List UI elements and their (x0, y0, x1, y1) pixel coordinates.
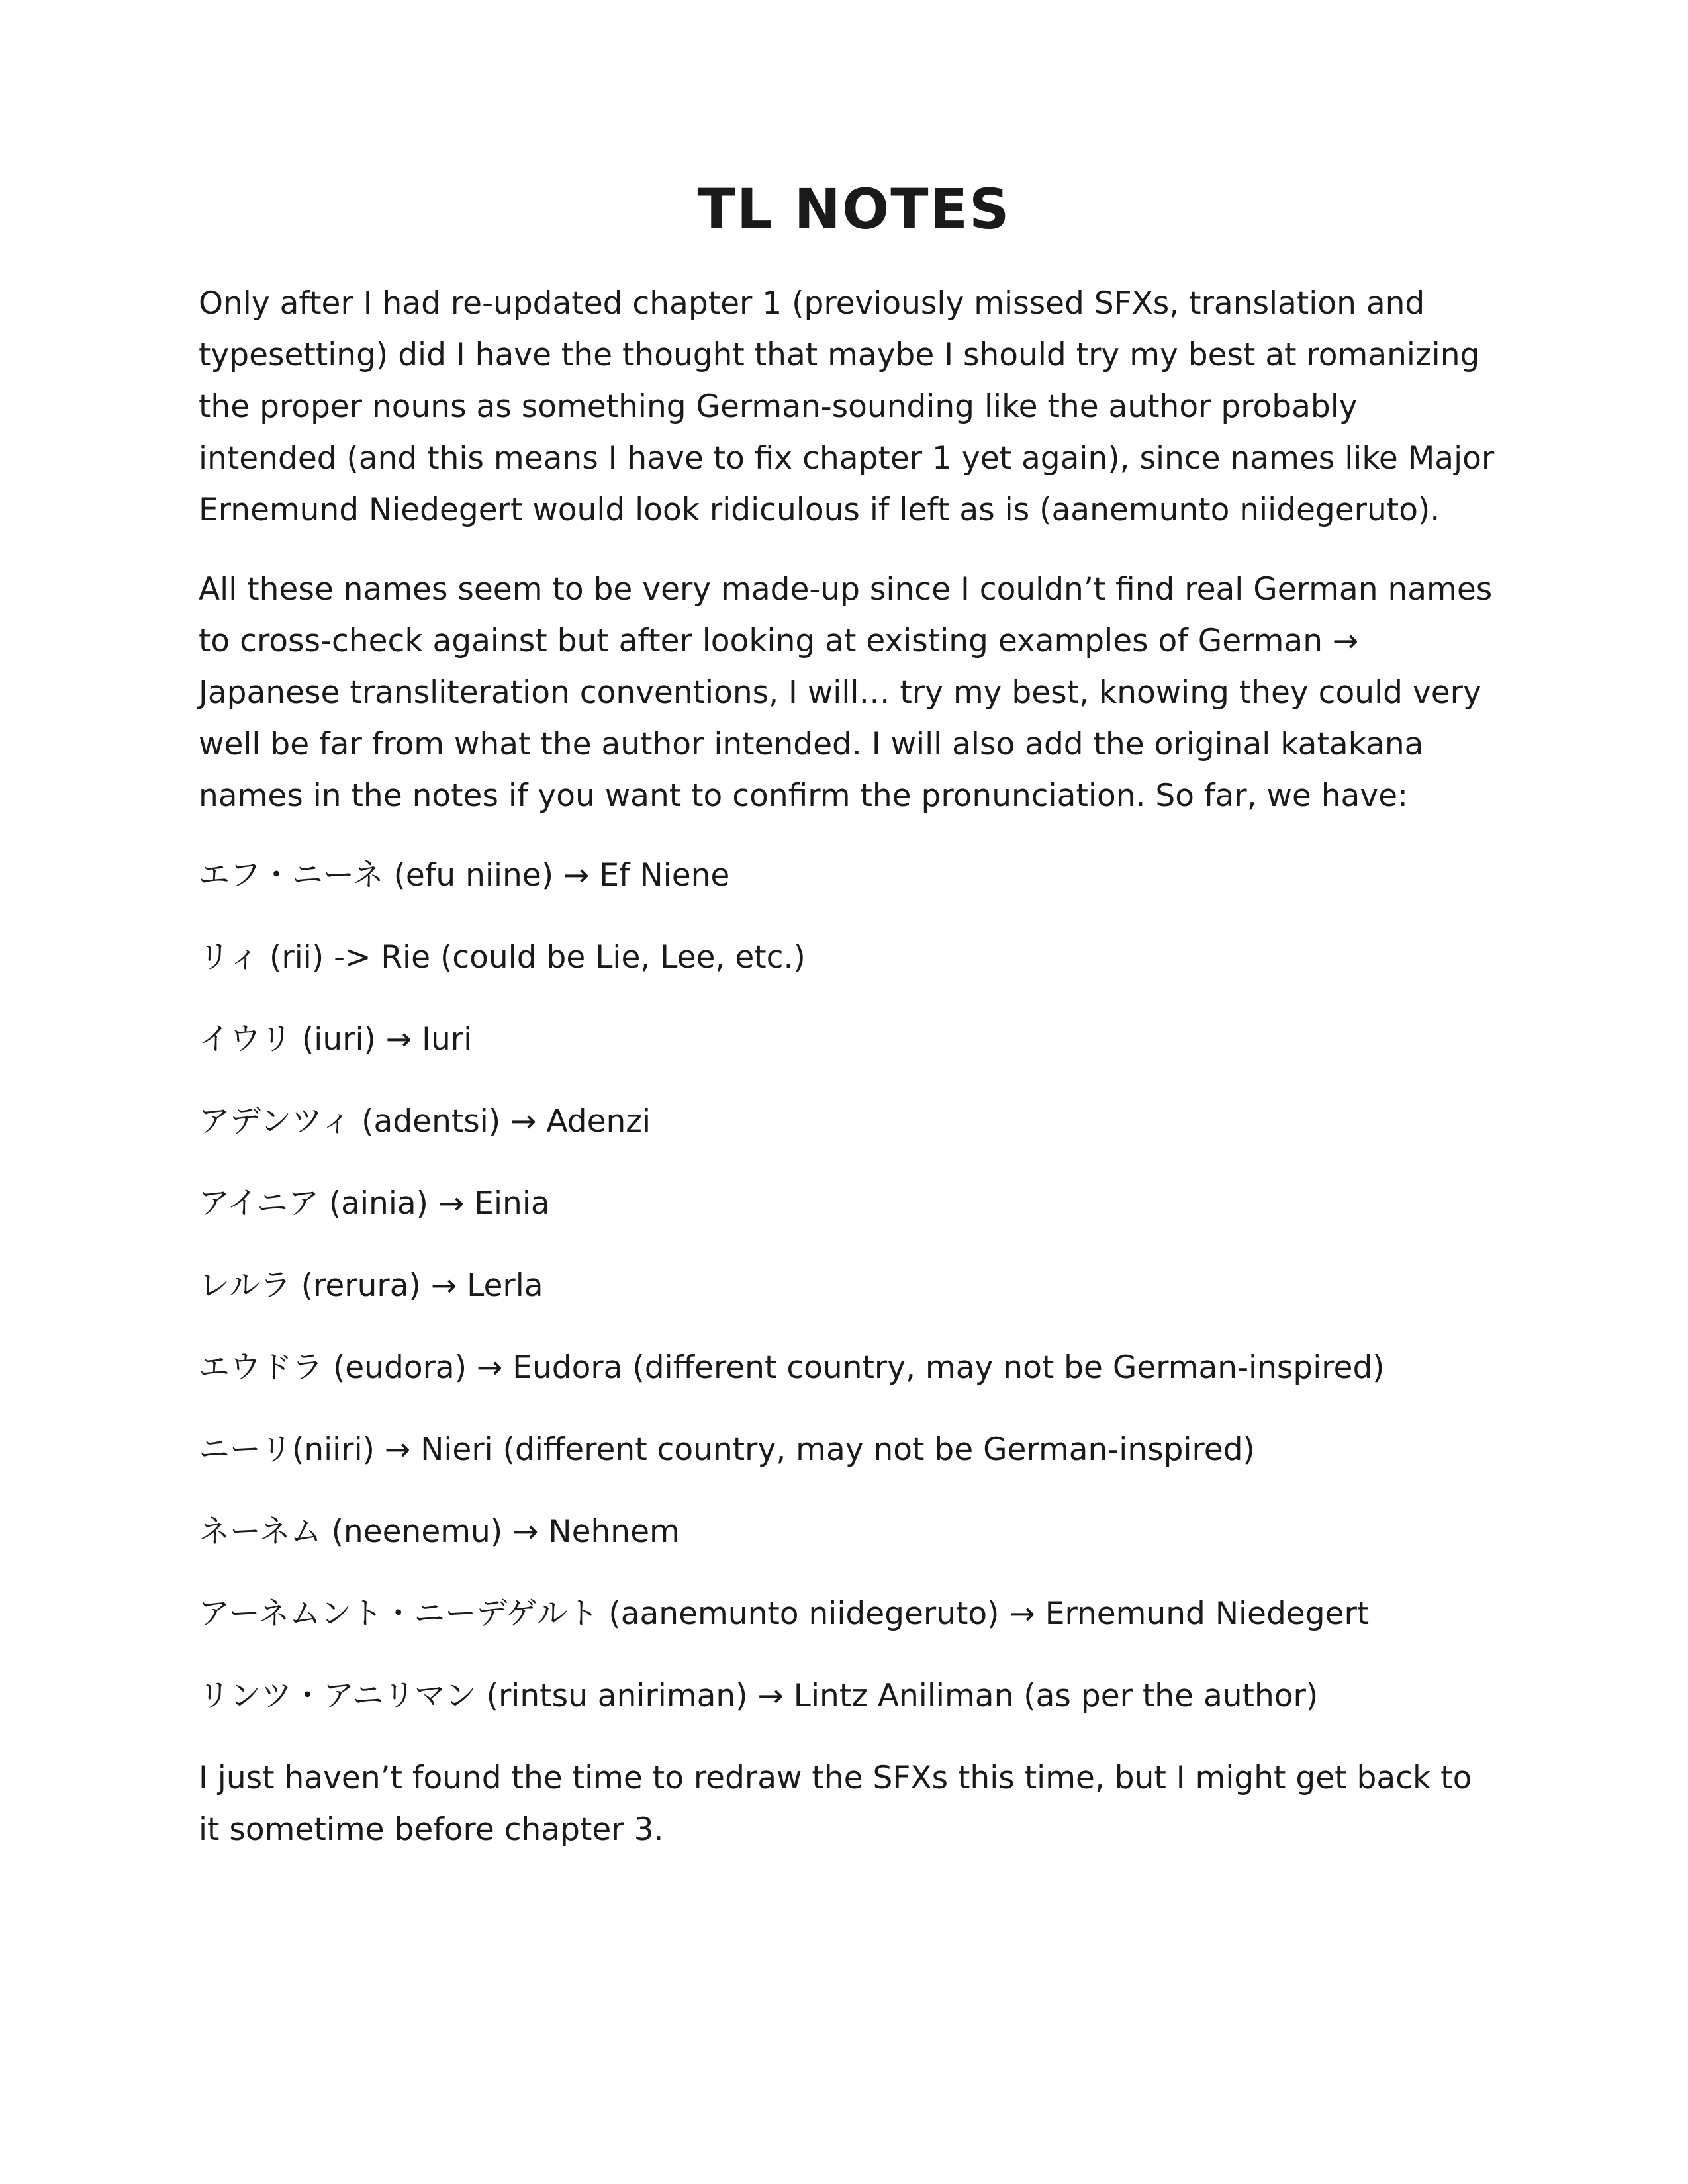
name-entry: アイニア (ainia) → Einia (199, 1185, 550, 1222)
page-title: TL NOTES (697, 177, 1011, 242)
name-entry: ネーネム (neenemu) → Nehnem (199, 1514, 680, 1551)
closing-paragraph: I just haven’t found the time to redraw the SFXs this time, but I might get back to it sometime before chapter 3. (199, 1760, 1472, 1848)
name-entry: リンツ・アニリマン (rintsu aniriman) → Lintz Aniliman (as per the author) (199, 1678, 1319, 1715)
intro-paragraph: Only after I had re-updated chapter 1 (previously missed SFXs, translation and typesetting) did I have the thought that maybe I should try my best at romanizing the proper nouns as something German-sounding like the author probably intended (and this means I have to fix chapter 1 yet again), since names like Major Ernemund Niedegert would look ridiculous if left as is (aanemunto niidegeruto). (199, 285, 1495, 529)
document-page (199, 179, 1496, 1856)
name-entry: レルラ (rerura) → Lerla (199, 1267, 543, 1304)
name-entry: アーネムント・ニーデゲルト (aanemunto niidegeruto) → Ernemund Niedegert (199, 1596, 1370, 1633)
name-entry: アデンツィ (adentsi) → Adenzi (199, 1103, 651, 1140)
name-entry: エフ・ニーネ (efu niine) → Ef Niene (199, 857, 730, 894)
name-entry: ニーリ(niiri) → Nieri (different country, may not be German-inspired) (199, 1432, 1255, 1469)
name-entry: イウリ (iuri) → Iuri (199, 1021, 473, 1058)
intro-paragraph: All these names seem to be very made-up since I couldn’t find real German names to cross-check against but after looking at existing examples of German → Japanese transliteration conventions, I will… try my best, knowing they could very well be far from what the author intended. I will also add the original katakana names in the notes if you want to confirm the pronunciation. So far, we have: (199, 571, 1493, 815)
name-entry: エウドラ (eudora) → Eudora (different country, may not be German-inspired) (199, 1349, 1385, 1387)
name-entry: リィ (rii) -> Rie (could be Lie, Lee, etc.) (199, 939, 806, 976)
